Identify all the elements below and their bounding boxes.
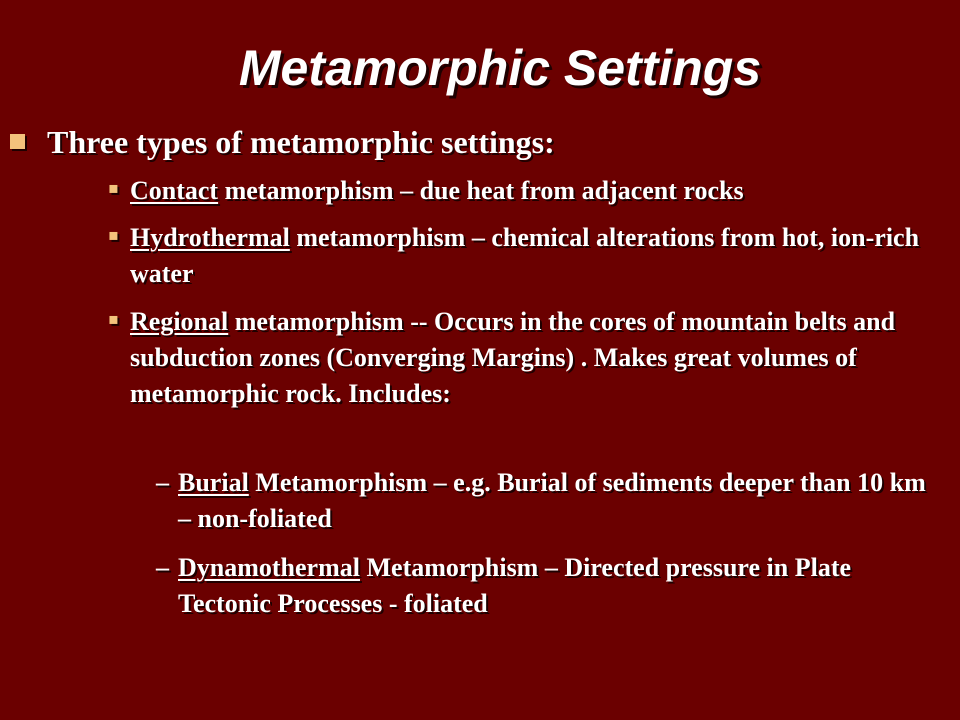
term-burial: Burial (178, 468, 249, 497)
sub-bullet-burial (156, 465, 936, 537)
term-hydrothermal: Hydrothermal (130, 223, 290, 252)
regional-description: metamorphism -- Occurs in the cores of mountain belts and subduction zones (Converging Margins) . Makes great volumes of metamorphic rock. Includes: (130, 307, 896, 408)
small-square-bullet-icon: ▪ (108, 309, 119, 328)
hydrothermal-description: metamorphism – chemical alterations from hot, ion-rich water (130, 223, 920, 288)
small-square-bullet-icon: ▪ (108, 178, 119, 197)
dynamothermal-description: Metamorphism – Directed pressure in Plate Tectonic Processes - foliated (178, 553, 852, 618)
bullet-hydrothermal (108, 220, 938, 292)
burial-description: Metamorphism – e.g. Burial of sediments deeper than 10 km – non-foliated (178, 468, 926, 533)
bullet-three-types-text: Three types of metamorphic settings: (47, 124, 555, 160)
slide-title: Metamorphic Settings (238, 40, 762, 96)
term-contact: Contact (130, 176, 219, 205)
small-square-bullet-icon: ▪ (108, 225, 119, 244)
sub-bullet-dynamothermal (156, 550, 936, 622)
term-regional: Regional (130, 307, 229, 336)
contact-description: metamorphism – due heat from adjacent rocks (218, 176, 744, 205)
dash-bullet: – (156, 468, 169, 497)
bullet-contact (108, 173, 938, 209)
term-dynamothermal: Dynamothermal (178, 553, 360, 582)
dash-bullet: – (156, 553, 169, 582)
square-bullet-icon (10, 134, 25, 149)
bullet-regional (108, 304, 938, 412)
